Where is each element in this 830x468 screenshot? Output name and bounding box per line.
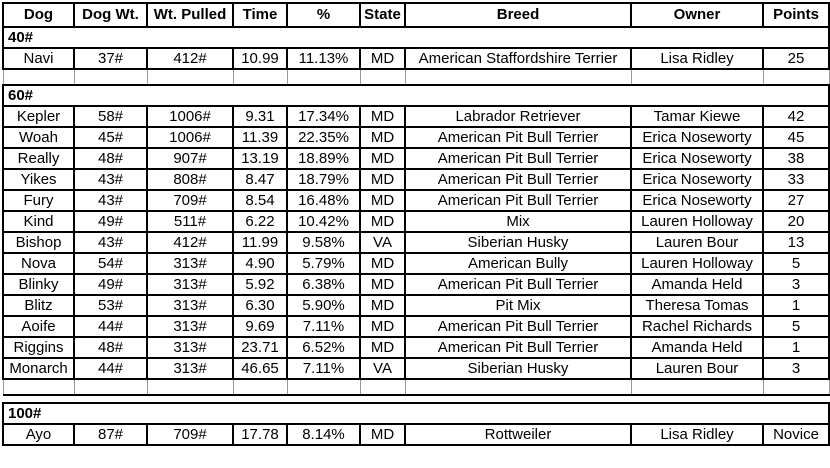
table-cell: Mix	[405, 211, 631, 232]
spacer-cell	[3, 69, 74, 85]
table-cell: Erica Noseworty	[631, 190, 763, 211]
weight-class-section-row	[3, 85, 829, 106]
results-table-body-upper	[3, 27, 829, 395]
table-cell: Siberian Husky	[405, 232, 631, 253]
spacer-cell	[631, 379, 763, 395]
table-cell: 10.99	[233, 48, 287, 69]
table-cell: 7.11%	[287, 316, 360, 337]
table-cell: 58#	[74, 106, 147, 127]
table-cell: 412#	[147, 232, 233, 253]
table-cell: Lauren Holloway	[631, 253, 763, 274]
table-cell: Erica Noseworty	[631, 127, 763, 148]
table-cell: 1	[763, 295, 829, 316]
table-cell: Woah	[3, 127, 74, 148]
table-row	[3, 253, 829, 274]
table-cell: Siberian Husky	[405, 358, 631, 379]
column-header-state: State	[360, 3, 405, 27]
table-cell: Blinky	[3, 274, 74, 295]
table-cell: MD	[360, 127, 405, 148]
table-cell: 43#	[74, 232, 147, 253]
column-header-time: Time	[233, 3, 287, 27]
table-cell: 25	[763, 48, 829, 69]
table-cell: 48#	[74, 337, 147, 358]
spacer-cell	[287, 379, 360, 395]
table-row	[3, 295, 829, 316]
table-cell: American Pit Bull Terrier	[405, 316, 631, 337]
table-cell: American Pit Bull Terrier	[405, 127, 631, 148]
weight-class-section-row	[3, 403, 829, 424]
table-cell: Lauren Bour	[631, 232, 763, 253]
spacer-cell	[763, 69, 829, 85]
spacer-cell	[147, 379, 233, 395]
table-cell: MD	[360, 106, 405, 127]
table-cell: 1	[763, 337, 829, 358]
table-cell: 54#	[74, 253, 147, 274]
table-row	[3, 48, 829, 69]
table-cell: 5	[763, 316, 829, 337]
table-cell: 11.39	[233, 127, 287, 148]
spacer-cell	[631, 69, 763, 85]
spacer-cell	[360, 69, 405, 85]
table-cell: 9.69	[233, 316, 287, 337]
table-cell: Nova	[3, 253, 74, 274]
column-header-dog-wt: Dog Wt.	[74, 3, 147, 27]
table-cell: VA	[360, 232, 405, 253]
table-row	[3, 337, 829, 358]
table-cell: 907#	[147, 148, 233, 169]
table-cell: 6.22	[233, 211, 287, 232]
table-cell: Yikes	[3, 169, 74, 190]
weight-class-label: 40#	[3, 27, 829, 48]
table-cell: MD	[360, 316, 405, 337]
table-cell: Lauren Holloway	[631, 211, 763, 232]
table-cell: 49#	[74, 211, 147, 232]
table-row	[3, 424, 829, 445]
table-cell: 46.65	[233, 358, 287, 379]
column-header-breed: Breed	[405, 3, 631, 27]
column-header-wt-pulled: Wt. Pulled	[147, 3, 233, 27]
table-cell: MD	[360, 48, 405, 69]
table-cell: 13.19	[233, 148, 287, 169]
table-cell: 7.11%	[287, 358, 360, 379]
table-cell: 8.47	[233, 169, 287, 190]
table-cell: 44#	[74, 358, 147, 379]
table-header	[3, 3, 829, 27]
table-cell: 313#	[147, 295, 233, 316]
table-cell: MD	[360, 274, 405, 295]
table-cell: American Pit Bull Terrier	[405, 148, 631, 169]
table-cell: 27	[763, 190, 829, 211]
table-cell: 313#	[147, 253, 233, 274]
table-row	[3, 211, 829, 232]
spacer-row	[3, 69, 829, 85]
table-cell: 3	[763, 274, 829, 295]
table-row	[3, 169, 829, 190]
column-header-points: Points	[763, 3, 829, 27]
table-cell: 6.52%	[287, 337, 360, 358]
table-cell: 44#	[74, 316, 147, 337]
table-cell: 6.38%	[287, 274, 360, 295]
table-cell: Monarch	[3, 358, 74, 379]
results-table-body-lower	[3, 403, 829, 445]
table-cell: Rottweiler	[405, 424, 631, 445]
table-cell: Navi	[3, 48, 74, 69]
table-row	[3, 274, 829, 295]
table-cell: MD	[360, 148, 405, 169]
table-cell: MD	[360, 169, 405, 190]
table-cell: 10.42%	[287, 211, 360, 232]
table-cell: 8.54	[233, 190, 287, 211]
table-cell: 13	[763, 232, 829, 253]
spacer-cell	[147, 69, 233, 85]
table-cell: MD	[360, 295, 405, 316]
spacer-cell	[405, 69, 631, 85]
table-cell: American Pit Bull Terrier	[405, 190, 631, 211]
table-cell: 17.78	[233, 424, 287, 445]
table-cell: Kepler	[3, 106, 74, 127]
spacer-cell	[74, 379, 147, 395]
table-cell: 18.89%	[287, 148, 360, 169]
table-cell: 53#	[74, 295, 147, 316]
column-header-percent: %	[287, 3, 360, 27]
table-cell: 9.58%	[287, 232, 360, 253]
table-cell: Tamar Kiewe	[631, 106, 763, 127]
table-cell: Lisa Ridley	[631, 48, 763, 69]
table-cell: 87#	[74, 424, 147, 445]
weight-pull-results-table	[2, 2, 830, 396]
spacer-cell	[287, 69, 360, 85]
table-cell: 11.99	[233, 232, 287, 253]
table-cell: 808#	[147, 169, 233, 190]
table-cell: 20	[763, 211, 829, 232]
table-cell: 313#	[147, 274, 233, 295]
table-cell: 5.90%	[287, 295, 360, 316]
table-cell: Rachel Richards	[631, 316, 763, 337]
table-cell: 8.14%	[287, 424, 360, 445]
table-cell: American Pit Bull Terrier	[405, 274, 631, 295]
table-cell: 18.79%	[287, 169, 360, 190]
spacer-cell	[763, 379, 829, 395]
table-cell: 16.48%	[287, 190, 360, 211]
table-row	[3, 358, 829, 379]
table-cell: American Pit Bull Terrier	[405, 169, 631, 190]
spacer-cell	[233, 379, 287, 395]
table-cell: 43#	[74, 169, 147, 190]
table-cell: 9.31	[233, 106, 287, 127]
table-cell: MD	[360, 337, 405, 358]
table-cell: American Pit Bull Terrier	[405, 337, 631, 358]
spacer-cell	[360, 379, 405, 395]
table-cell: Amanda Held	[631, 337, 763, 358]
table-cell: Novice	[763, 424, 829, 445]
table-row	[3, 106, 829, 127]
column-header-dog: Dog	[3, 3, 74, 27]
table-cell: 3	[763, 358, 829, 379]
table-cell: Erica Noseworty	[631, 169, 763, 190]
table-cell: 48#	[74, 148, 147, 169]
column-header-owner: Owner	[631, 3, 763, 27]
table-cell: 313#	[147, 358, 233, 379]
table-cell: Aoife	[3, 316, 74, 337]
spacer-row	[3, 379, 829, 395]
table-cell: Kind	[3, 211, 74, 232]
table-cell: 412#	[147, 48, 233, 69]
table-cell: 5	[763, 253, 829, 274]
table-cell: Lisa Ridley	[631, 424, 763, 445]
table-cell: Lauren Bour	[631, 358, 763, 379]
table-row	[3, 190, 829, 211]
table-cell: 511#	[147, 211, 233, 232]
table-cell: Fury	[3, 190, 74, 211]
table-cell: Labrador Retriever	[405, 106, 631, 127]
table-cell: Erica Noseworty	[631, 148, 763, 169]
table-cell: VA	[360, 358, 405, 379]
table-cell: MD	[360, 253, 405, 274]
table-row	[3, 316, 829, 337]
table-cell: 709#	[147, 424, 233, 445]
table-cell: MD	[360, 424, 405, 445]
table-cell: 1006#	[147, 127, 233, 148]
table-cell: 4.90	[233, 253, 287, 274]
table-cell: 5.92	[233, 274, 287, 295]
weight-class-label: 100#	[3, 403, 829, 424]
weight-class-label: 60#	[3, 85, 829, 106]
table-cell: 313#	[147, 316, 233, 337]
table-row	[3, 232, 829, 253]
spacer-cell	[74, 69, 147, 85]
spacer-cell	[3, 379, 74, 395]
table-row	[3, 127, 829, 148]
table-cell: Ayo	[3, 424, 74, 445]
table-cell: 6.30	[233, 295, 287, 316]
weight-class-section-row	[3, 27, 829, 48]
table-cell: 38	[763, 148, 829, 169]
table-cell: Riggins	[3, 337, 74, 358]
table-cell: 17.34%	[287, 106, 360, 127]
table-cell: American Staffordshire Terrier	[405, 48, 631, 69]
table-cell: 42	[763, 106, 829, 127]
table-cell: 1006#	[147, 106, 233, 127]
table-cell: 23.71	[233, 337, 287, 358]
spacer-cell	[233, 69, 287, 85]
spacer-cell	[405, 379, 631, 395]
table-row	[3, 148, 829, 169]
table-cell: 45	[763, 127, 829, 148]
table-cell: American Bully	[405, 253, 631, 274]
header-row	[3, 3, 829, 27]
table-cell: Theresa Tomas	[631, 295, 763, 316]
table-cell: 313#	[147, 337, 233, 358]
table-cell: Amanda Held	[631, 274, 763, 295]
table-cell: Really	[3, 148, 74, 169]
table-cell: 22.35%	[287, 127, 360, 148]
table-cell: Blitz	[3, 295, 74, 316]
table-cell: Pit Mix	[405, 295, 631, 316]
table-cell: MD	[360, 190, 405, 211]
table-cell: MD	[360, 211, 405, 232]
weight-pull-results-table-100	[2, 402, 830, 446]
table-cell: 45#	[74, 127, 147, 148]
table-cell: 37#	[74, 48, 147, 69]
table-cell: 33	[763, 169, 829, 190]
table-cell: 43#	[74, 190, 147, 211]
table-cell: 11.13%	[287, 48, 360, 69]
table-cell: 709#	[147, 190, 233, 211]
table-cell: 49#	[74, 274, 147, 295]
table-cell: 5.79%	[287, 253, 360, 274]
table-cell: Bishop	[3, 232, 74, 253]
